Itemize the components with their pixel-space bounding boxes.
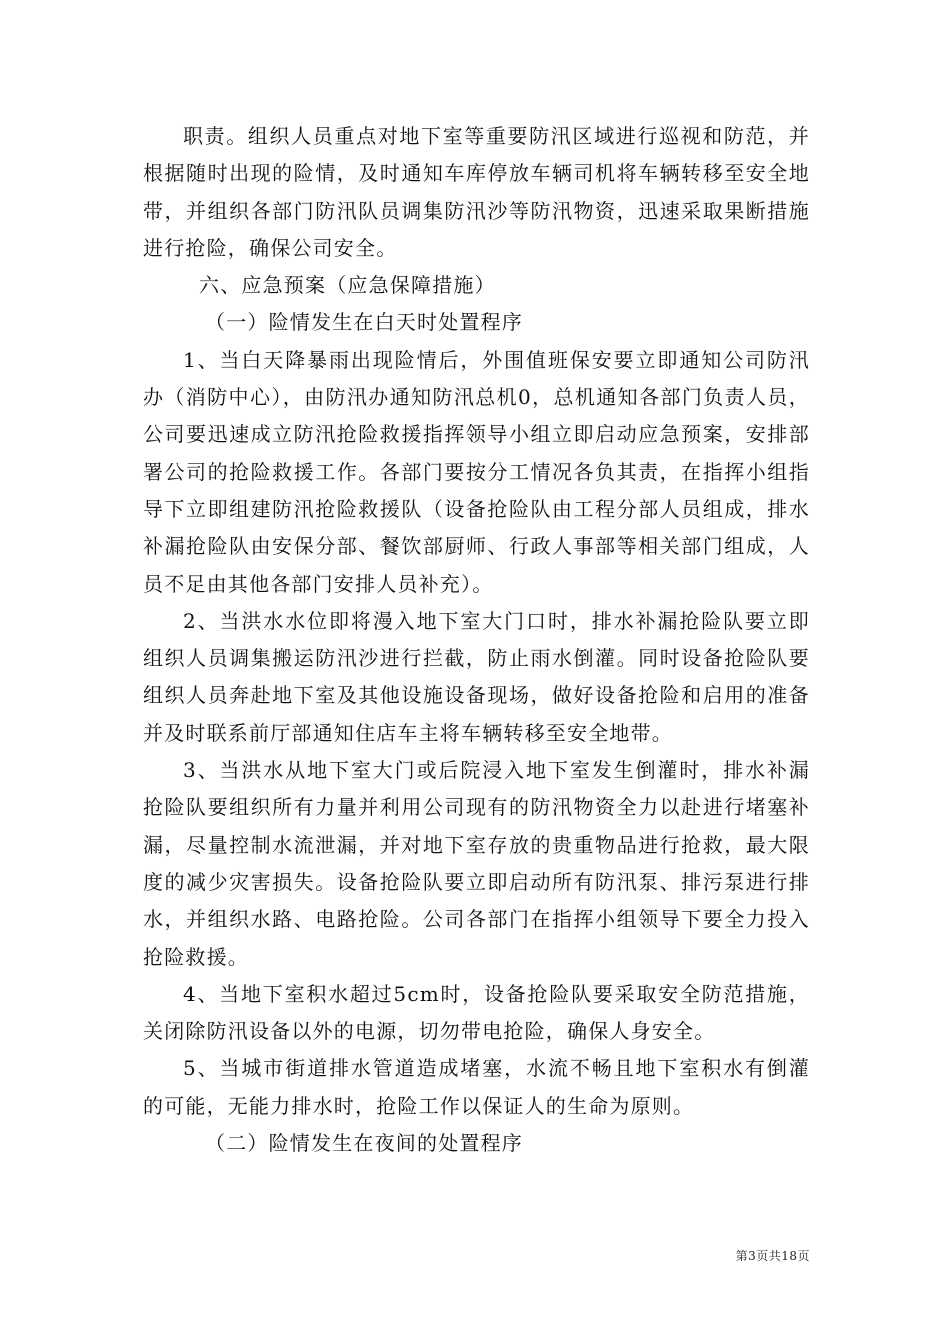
subsection-heading-daytime: （一）险情发生在白天时处置程序 — [205, 310, 523, 335]
document-body — [143, 118, 810, 1162]
paragraph-step-1: 1、当白天降暴雨出现险情后，外围值班保安要立即通知公司防汛办（消防中心），由防汛办通知防汛总机0，总机通知各部门负责人员，公司要迅速成立防汛抢险救援指挥领导小组立即启动应急预案，安排部署公司的抢险救援工作。各部门要按分工情况各负其责，在指挥小组指导下立即组建防汛抢险救援队（设备抢险队由工程分部人员组成，排水补漏抢险队由安保分部、餐饮部厨师、行政人事部等相关部门组成，人员不足由其他各部门安排人员补充）。 — [143, 347, 810, 596]
section-heading-emergency-plan: 六、应急预案（应急保障措施） — [199, 273, 496, 298]
paragraph-step-3: 3、当洪水从地下室大门或后院浸入地下室发生倒灌时，排水补漏抢险队要组织所有力量并利用公司现有的防汛物资全力以赴进行堵塞补漏，尽量控制水流泄漏，并对地下室存放的贵重物品进行抢救，最大限度的减少灾害损失。设备抢险队要立即启动所有防汛泵、排污泵进行排水，并组织水路、电路抢险。公司各部门在指挥小组领导下要全力投入抢险救援。 — [143, 758, 810, 969]
paragraph-step-4: 4、当地下室积水超过5cm时，设备抢险队要采取安全防范措施，关闭除防汛设备以外的电源，切勿带电抢险，确保人身安全。 — [143, 981, 810, 1044]
paragraph-step-5: 5、当城市街道排水管道造成堵塞，水流不畅且地下室积水有倒灌的可能，无能力排水时，抢险工作以保证人的生命为原则。 — [143, 1056, 810, 1118]
page-number: 第3页共18页 — [735, 1249, 810, 1263]
paragraph-duties: 职责。组织人员重点对地下室等重要防汛区域进行巡视和防范，并根据随时出现的险情，及时通知车库停放车辆司机将车辆转移至安全地带，并组织各部门防汛队员调集防汛沙等防汛物资，迅速采取果断措施进行抢险，确保公司安全。 — [143, 124, 810, 260]
subsection-heading-nighttime: （二）险情发生在夜间的处置程序 — [205, 1131, 523, 1156]
paragraph-step-2: 2、当洪水水位即将漫入地下室大门口时，排水补漏抢险队要立即组织人员调集搬运防汛沙进行拦截，防止雨水倒灌。同时设备抢险队要组织人员奔赴地下室及其他设施设备现场，做好设备抢险和启用的准备并及时联系前厅部通知住店车主将车辆转移至安全地带。 — [143, 608, 810, 745]
